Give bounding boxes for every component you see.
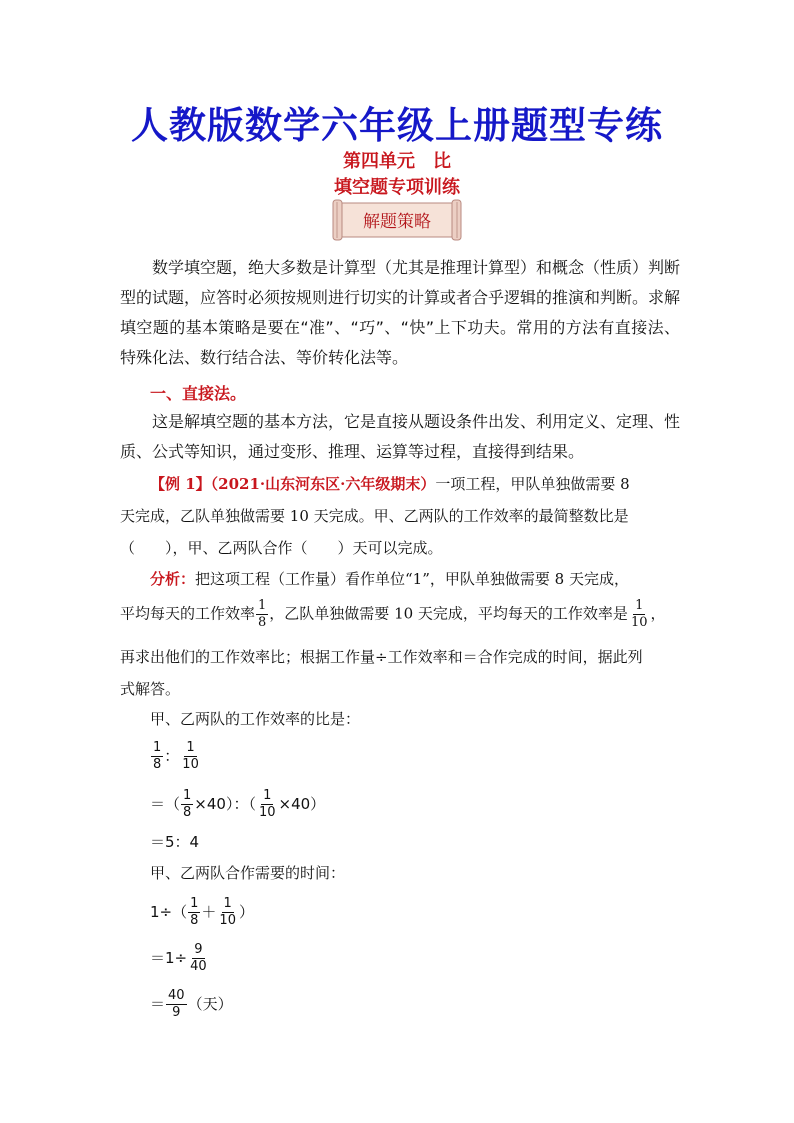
fraction-9-40: $\frac{9}{40}$	[190, 942, 207, 974]
time-heading: 甲、乙两队合作需要的时间：	[150, 864, 346, 882]
ratio-step-2: ＝（ $\frac{1}{8}$ ×40）：（ $\frac{1}{10}$ ×40）	[150, 788, 326, 820]
fraction-1-8: $\frac{1}{8}$	[153, 740, 162, 772]
intro-paragraph: 数学填空题，绝大多数是计算型（尤其是推理计算型）和概念（性质）判断型的试题，应答时必须按规则进行切实的计算或者合乎逻辑的推演和判断。求解填空题的基本策略是要在“准”、“巧”、“快”上下功夫。常用的方法有直接法、特殊化法、数行结合法、等价转化法等。	[120, 258, 681, 367]
analysis-text-2b: ，乙队单独做需要 10 天完成，平均每天的工作效率是	[269, 604, 628, 623]
method-heading: 一、直接法。	[150, 384, 247, 403]
page-title: 人教版数学六年级上册题型专练	[131, 103, 663, 147]
strategy-label: 解题策略	[363, 212, 431, 232]
analysis-line-1	[150, 568, 629, 589]
ratio-result: ＝5：4	[150, 833, 200, 851]
example-source: （2021·山东河东区·六年级期末）	[210, 475, 436, 493]
method-description: 这是解填空题的基本方法，它是直接从题设条件出发、利用定义、定理、性质、公式等知识，通过变形、推理、运算等过程，直接得到结果。	[120, 412, 681, 461]
example-line-2: 天完成，乙队单独做需要 10 天完成。甲、乙两队的工作效率的最简整数比是	[120, 507, 629, 525]
analysis-line-2: 平均每天的工作效率 $\frac{1}{8}$ ，乙队单独做需要 10 天完成，平均每天的工作效率是 $\frac{1}{10}$ ，	[120, 598, 666, 630]
section-title: 填空题专项训练	[334, 177, 460, 198]
example-tag: 【例 1】	[150, 475, 211, 493]
time-step-1: 1÷（ $\frac{1}{8}$ ＋ $\frac{1}{10}$ ）	[150, 896, 254, 928]
fraction-1-10: $\frac{1}{10}$	[630, 598, 648, 630]
strategy-scroll-banner	[330, 198, 464, 242]
analysis-line-4: 式解答。	[120, 680, 181, 698]
fraction-1-10: $\frac{1}{10}$	[258, 788, 276, 820]
unit-title: 第四单元 比	[343, 151, 451, 172]
fraction-40-9: $\frac{40}{9}$	[168, 988, 185, 1020]
fraction-1-8: $\frac{1}{8}$	[183, 788, 192, 820]
time-result: ＝ $\frac{40}{9}$ （天）	[150, 988, 233, 1020]
fraction-1-10: $\frac{1}{10}$	[219, 896, 236, 928]
time-step-2: ＝1÷ $\frac{9}{40}$	[150, 942, 207, 974]
fraction-1-8: $\frac{1}{8}$	[258, 598, 267, 630]
example-line-1	[150, 473, 630, 494]
fraction-1-10: $\frac{1}{10}$	[182, 740, 199, 772]
analysis-text-2a: 平均每天的工作效率	[120, 604, 256, 623]
fraction-1-8: $\frac{1}{8}$	[190, 896, 199, 928]
analysis-line-3: 再求出他们的工作效率比；根据工作量÷工作效率和＝合作完成的时间，据此列	[120, 648, 643, 666]
analysis-text-1: 把这项工程（工作量）看作单位“1”，甲队单独做需要 8 天完成，	[195, 570, 629, 588]
ratio-heading: 甲、乙两队的工作效率的比是：	[150, 710, 361, 728]
example-text-1: 一项工程，甲队单独做需要 8	[435, 475, 630, 493]
analysis-label: 分析：	[150, 570, 196, 588]
ratio-step-1: $\frac{1}{8}$ ： $\frac{1}{10}$	[153, 740, 199, 772]
example-line-3: （ ），甲、乙两队合作（ ）天可以完成。	[120, 539, 443, 557]
